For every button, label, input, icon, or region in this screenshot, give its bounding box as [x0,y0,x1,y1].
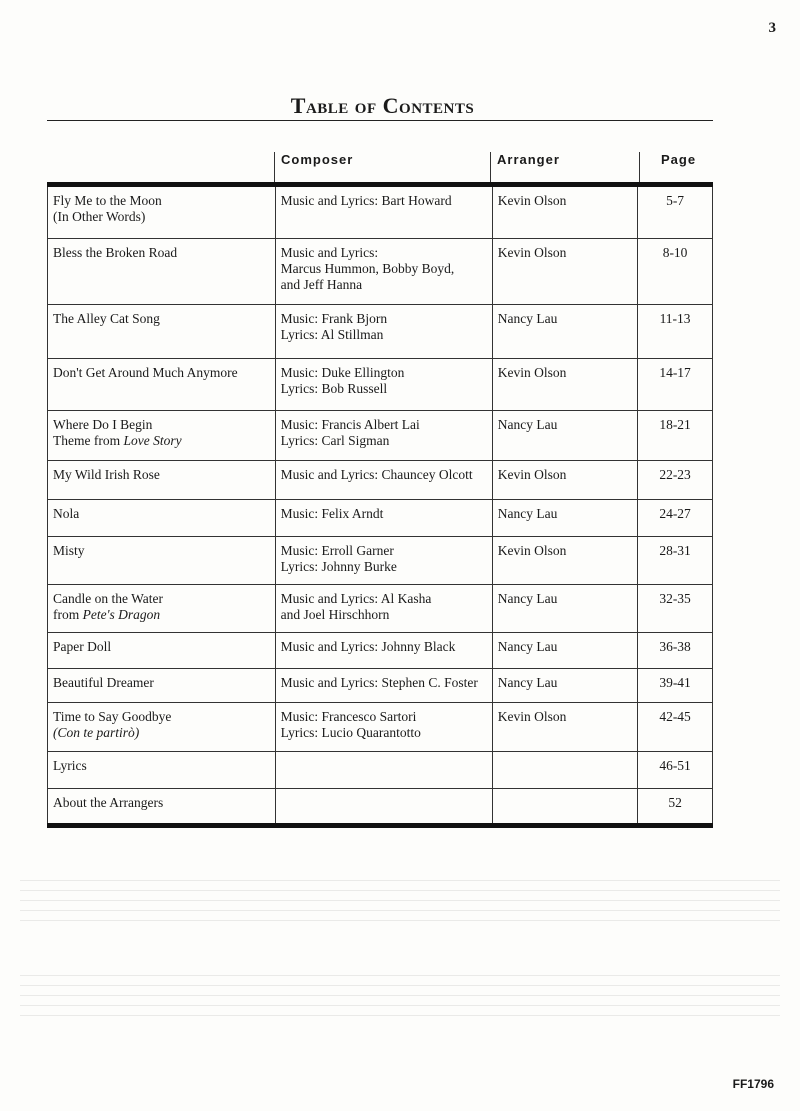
arranger-cell: Nancy Lau [492,500,637,537]
song-subtitle-text: Theme from [53,433,124,448]
composer-line: Music and Lyrics: Johnny Black [280,639,456,654]
song-title: The Alley Cat Song [53,311,160,326]
arranger-cell: Nancy Lau [492,669,637,703]
song-title: Time to Say Goodbye [53,709,172,724]
page-range-cell: 42-45 [638,703,713,752]
table-row [48,789,713,826]
composer-line: Music and Lyrics: [280,245,379,260]
composer-line: Music and Lyrics: Bart Howard [280,193,452,208]
table-row [48,305,713,359]
composer-cell [275,633,492,669]
title-divider [47,120,713,121]
composer-line: Music and Lyrics: Al Kasha [280,591,432,606]
table-row [48,185,713,239]
header-divider [274,152,275,182]
header-divider [490,152,491,182]
song-title: Fly Me to the Moon [53,193,162,208]
song-subtitle-italic: Love Story [123,433,182,448]
table-row [48,633,713,669]
song-title-cell [48,500,276,537]
catalog-code: FF1796 [732,1077,774,1091]
song-title: Nola [53,506,80,521]
table-row [48,500,713,537]
page-range-cell: 22-23 [638,461,713,500]
song-title: Beautiful Dreamer [53,675,154,690]
table-row [48,703,713,752]
composer-cell [275,359,492,411]
page-title: Table of Contents [290,93,475,118]
song-title: Bless the Broken Road [53,245,178,260]
song-title: Where Do I Begin [53,417,153,432]
table-row [48,411,713,461]
composer-cell [275,537,492,585]
composer-line: Lyrics: Lucio Quarantotto [280,725,421,740]
arranger-cell: Kevin Olson [492,239,637,305]
composer-cell [275,752,492,789]
page-range-cell: 11-13 [638,305,713,359]
song-title: Don't Get Around Much Anymore [53,365,238,380]
song-subtitle [53,433,270,449]
arranger-cell: Kevin Olson [492,185,637,239]
composer-cell [275,669,492,703]
background-staff [20,975,780,1015]
composer-cell [275,411,492,461]
song-title-cell [48,669,276,703]
song-title: My Wild Irish Rose [53,467,160,482]
arranger-cell: Kevin Olson [492,703,637,752]
page-range-cell: 14-17 [638,359,713,411]
song-title-cell [48,585,276,633]
composer-line: Marcus Hummon, Bobby Boyd, [280,261,455,276]
song-title-cell [48,359,276,411]
composer-cell [275,239,492,305]
song-title: About the Arrangers [53,795,164,810]
composer-line: Lyrics: Johnny Burke [280,559,397,574]
song-title: Lyrics [53,758,87,773]
arranger-cell: Kevin Olson [492,359,637,411]
page-range-cell: 52 [638,789,713,826]
song-title-cell [48,537,276,585]
song-title-cell [48,752,276,789]
song-title-cell [48,461,276,500]
song-title: Candle on the Water [53,591,164,606]
song-title: Paper Doll [53,639,112,654]
composer-line: Music and Lyrics: Stephen C. Foster [280,675,478,690]
table-row [48,537,713,585]
background-staff [20,880,780,920]
song-title-cell [48,411,276,461]
composer-line: Lyrics: Al Stillman [280,327,384,342]
song-subtitle-text: from [53,607,83,622]
page-range-cell: 36-38 [638,633,713,669]
table-header [47,152,713,182]
composer-line: Lyrics: Bob Russell [280,381,388,396]
header-page: Page [661,152,697,167]
song-subtitle-text: (In Other Words) [53,209,146,224]
song-subtitle-italic: Pete's Dragon [82,607,161,622]
arranger-cell: Nancy Lau [492,411,637,461]
page-range-cell: 39-41 [638,669,713,703]
page-range-cell: 28-31 [638,537,713,585]
arranger-cell: Kevin Olson [492,537,637,585]
arranger-cell: Nancy Lau [492,585,637,633]
arranger-cell [492,752,637,789]
arranger-cell [492,789,637,826]
page-range-cell: 24-27 [638,500,713,537]
song-title-cell [48,633,276,669]
composer-cell [275,461,492,500]
page-range-cell: 46-51 [638,752,713,789]
page-range-cell: 8-10 [638,239,713,305]
composer-line: and Joel Hirschhorn [280,607,390,622]
composer-line: and Jeff Hanna [280,277,363,292]
header-composer: Composer [281,152,354,167]
composer-cell [275,500,492,537]
composer-line: Music: Frank Bjorn [280,311,388,326]
composer-cell [275,185,492,239]
page-range-cell: 32-35 [638,585,713,633]
page-range-cell: 5-7 [638,185,713,239]
header-arranger: Arranger [497,152,560,167]
song-title-cell [48,703,276,752]
song-title-cell [48,305,276,359]
song-title-cell [48,185,276,239]
header-divider [639,152,640,182]
song-subtitle [53,209,270,225]
composer-line: Music: Felix Arndt [280,506,384,521]
table-row [48,461,713,500]
table-row [48,669,713,703]
song-title-cell [48,239,276,305]
composer-cell [275,703,492,752]
composer-line: Lyrics: Carl Sigman [280,433,390,448]
arranger-cell: Nancy Lau [492,305,637,359]
page-range-cell: 18-21 [638,411,713,461]
composer-line: Music: Francesco Sartori [280,709,417,724]
song-title: Misty [53,543,85,558]
song-subtitle-italic: (Con te partirò) [53,725,140,740]
table-row [48,752,713,789]
composer-cell [275,789,492,826]
arranger-cell: Kevin Olson [492,461,637,500]
song-title-cell [48,789,276,826]
table-row [48,239,713,305]
song-subtitle [53,725,270,741]
composer-line: Music: Duke Ellington [280,365,405,380]
composer-line: Music: Francis Albert Lai [280,417,420,432]
arranger-cell: Nancy Lau [492,633,637,669]
composer-cell [275,305,492,359]
song-subtitle [53,607,270,623]
page-number: 3 [768,20,776,36]
composer-line: Music and Lyrics: Chauncey Olcott [280,467,473,482]
contents-table [47,182,713,828]
composer-line: Music: Erroll Garner [280,543,394,558]
composer-cell [275,585,492,633]
table-row [48,359,713,411]
table-row [48,585,713,633]
